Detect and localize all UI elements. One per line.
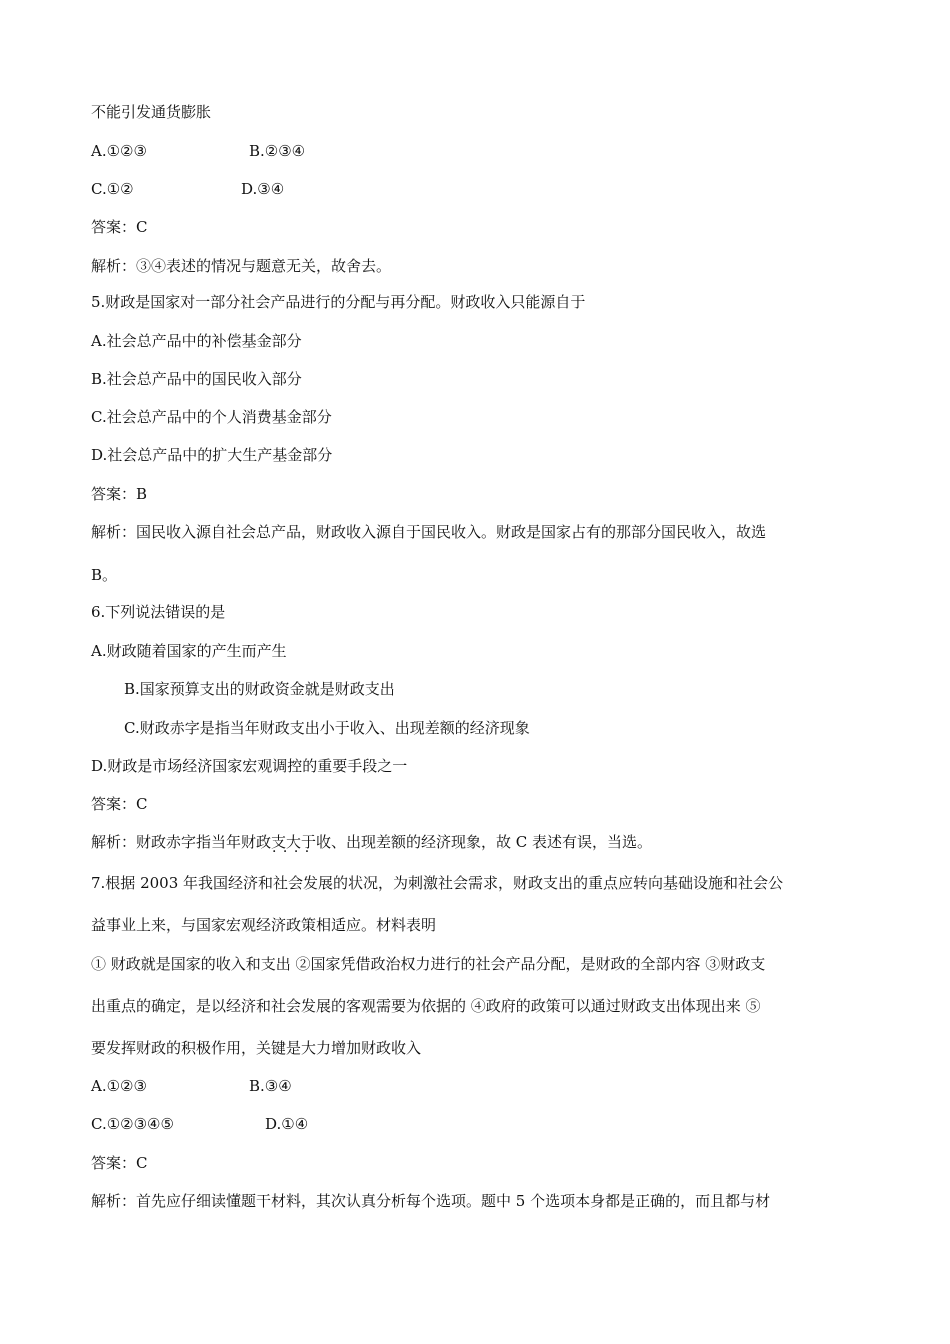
q6-option-b: B.国家预算支出的财政资金就是财政支出 [124, 680, 395, 698]
q5-option-c: C.社会总产品中的个人消费基金部分 [91, 408, 332, 426]
q6-option-d: D.财政是市场经济国家宏观调控的重要手段之一 [91, 757, 408, 775]
q7-option-d: D.①④ [265, 1115, 309, 1133]
q7-analysis: 解析：首先应仔细读懂题干材料，其次认真分析每个选项。题中 5 个选项本身都是正确的，而且都与材 [91, 1192, 771, 1210]
q4-stem-tail: 不能引发通货膨胀 [91, 103, 212, 121]
q6-analysis [91, 832, 652, 852]
q7-material-line2: 出重点的确定，是以经济和社会发展的客观需要为依据的 ④政府的政策可以通过财政支出体现出来 ⑤ [91, 997, 761, 1015]
q6-analysis-emphasis: 支大于收 · · [271, 833, 331, 851]
q6-option-c: C.财政赤字是指当年财政支出小于收入、出现差额的经济现象 [124, 719, 530, 737]
q4-option-b: B.②③④ [249, 142, 306, 160]
q7-stem-line2: 益事业上来，与国家宏观经济政策相适应。材料表明 [91, 916, 437, 934]
q7-option-b: B.③④ [249, 1077, 292, 1095]
q6-option-a: A.财政随着国家的产生而产生 [91, 642, 287, 660]
q6-analysis-text-pre: 解析：财政赤字指当年财政 [91, 833, 272, 851]
q4-option-d: D.③④ [241, 180, 285, 198]
q6-answer: 答案：C [91, 795, 148, 813]
q5-stem: 5.财政是国家对一部分社会产品进行的分配与再分配。财政收入只能源自于 [91, 293, 586, 311]
q5-analysis-line2: B。 [91, 566, 118, 584]
q5-option-d: D.社会总产品中的扩大生产基金部分 [91, 446, 333, 464]
q6-stem: 6.下列说法错误的是 [91, 603, 226, 621]
q5-analysis-line1: 解析：国民收入源自社会总产品，财政收入源自于国民收入。财政是国家占有的那部分国民收入，故选 [91, 523, 767, 541]
q7-option-a: A.①②③ [91, 1077, 147, 1095]
q5-option-b: B.社会总产品中的国民收入部分 [91, 370, 302, 388]
q4-analysis: 解析：③④表述的情况与题意无关，故舍去。 [91, 257, 392, 275]
q7-option-c: C.①②③④⑤ [91, 1115, 174, 1133]
q7-stem-line1: 7.根据 2003 年我国经济和社会发展的状况，为刺激社会需求，财政支出的重点应转向基础设施和社会公 [91, 874, 784, 892]
q6-analysis-text-post: 、出现差额的经济现象，故 C 表述有误，当选。 [331, 833, 653, 851]
q5-answer: 答案：B [91, 485, 148, 503]
q7-material-line1: ① 财政就是国家的收入和支出 ②国家凭借政治权力进行的社会产品分配，是财政的全部内容 ③财政支 [91, 955, 766, 973]
q4-answer: 答案：C [91, 218, 148, 236]
q5-option-a: A.社会总产品中的补偿基金部分 [91, 332, 302, 350]
q4-option-a: A.①②③ [91, 142, 147, 160]
q4-option-c: C.①② [91, 180, 134, 198]
q7-material-line3: 要发挥财政的积极作用，关键是大力增加财政收入 [91, 1039, 422, 1057]
q7-answer: 答案：C [91, 1154, 148, 1172]
